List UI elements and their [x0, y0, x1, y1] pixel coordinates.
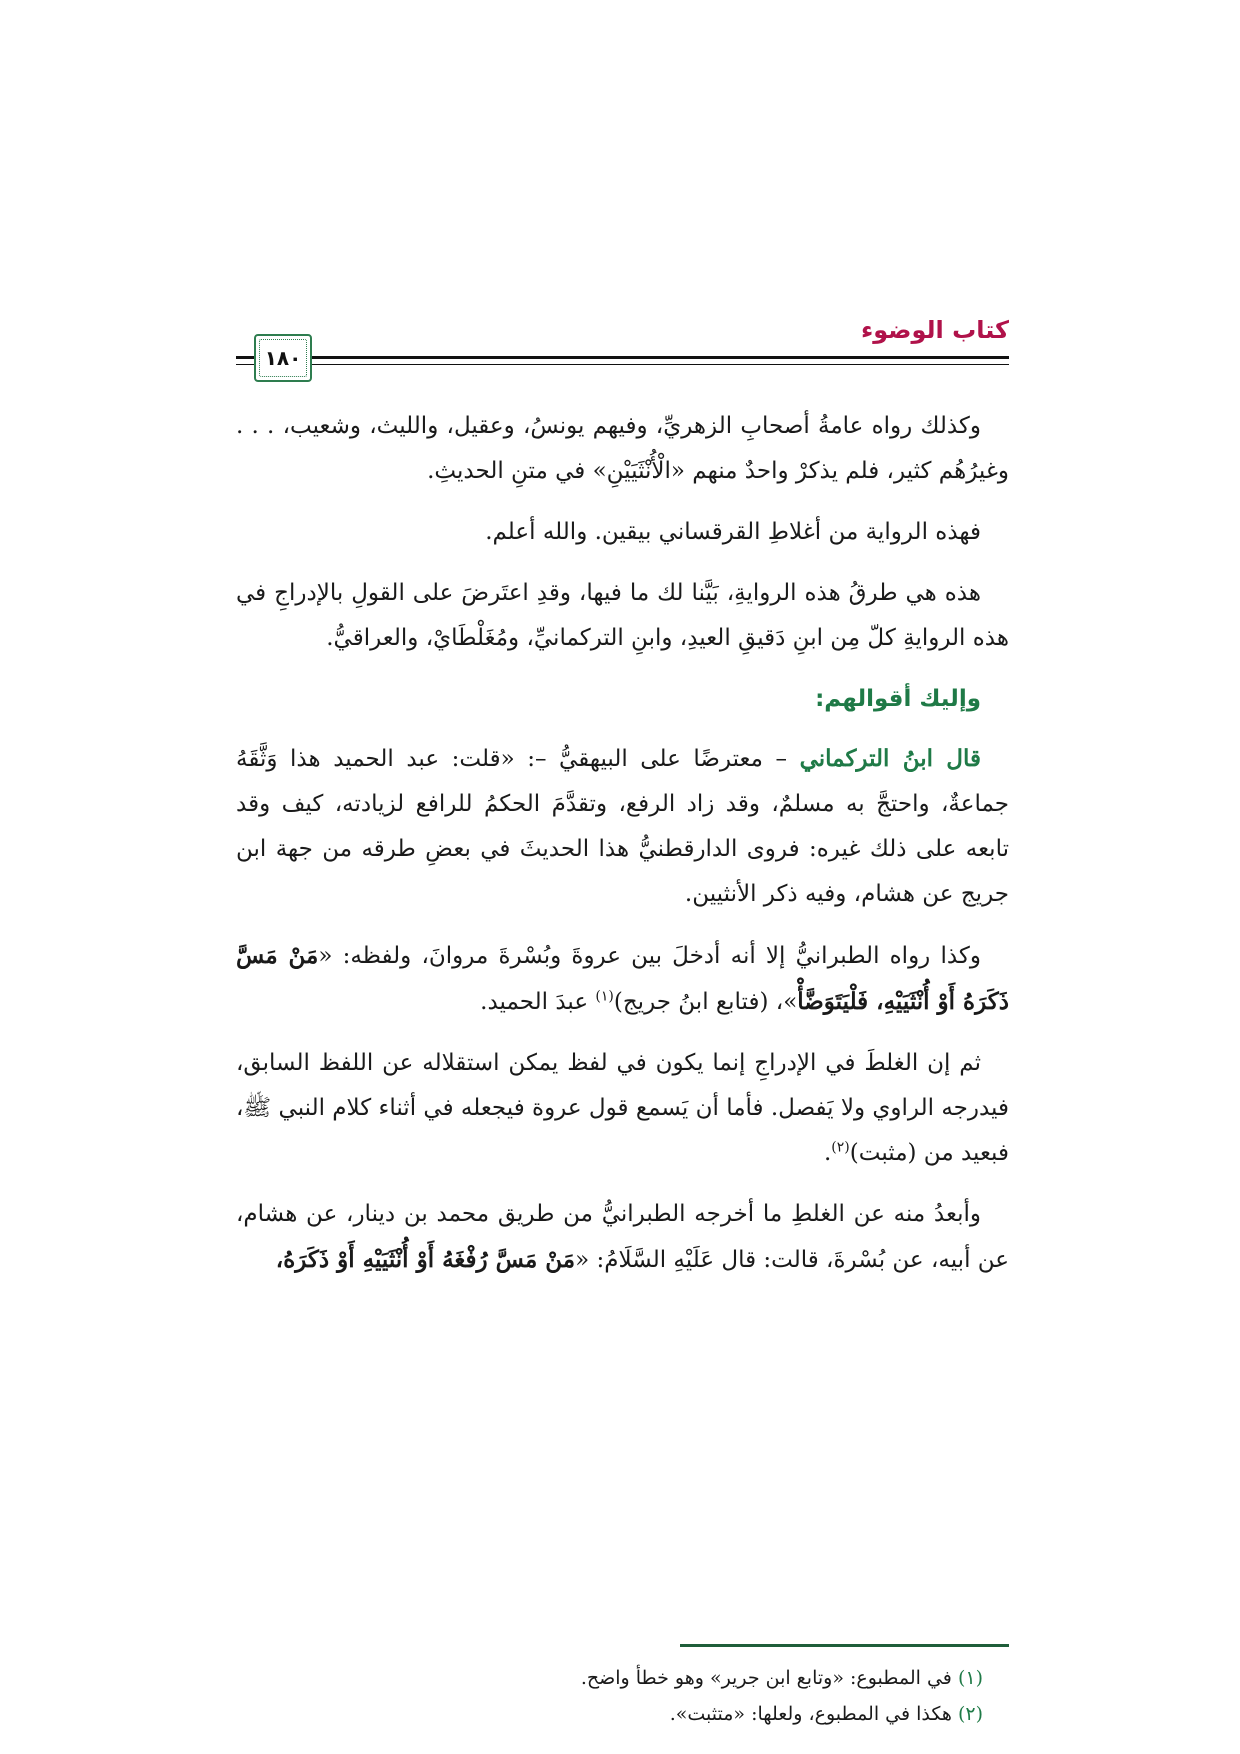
footnote-divider — [680, 1644, 1009, 1647]
page-number: ١٨٠ — [264, 346, 302, 370]
footnotes — [236, 1660, 1009, 1732]
paragraph-4-text: – معترضًا على البيهقيُّ –: «قلت: عبد الحميد هذا وَثَّقَهُ جماعةٌ، واحتجَّ به مسلمٌ، وقد زاد الرفع، وتقدَّمَ الحكمُ للرافع لزيادته، كيف وقد تابعه على ذلك غيره: فروى الدارقطنيُّ هذا الحديثَ في بعضِ طرقه من جهة ابن جريج عن هشام، وفيه ذكر الأنثيين. — [236, 746, 1009, 907]
paragraph-7 — [236, 1192, 1009, 1283]
footnote-2 — [236, 1696, 1009, 1732]
hadith-quote-2: مَنْ مَسَّ رُفْغَهُ أَوْ أُنْثَيَيْهِ أَوْ ذَكَرَهُ، — [275, 1246, 576, 1273]
paragraph-5-text-a: وكذا رواه الطبرانيُّ إلا أنه أدخلَ بين عروةَ وبُسْرةَ مروانَ، ولفظه: « — [318, 943, 981, 969]
footnote-1 — [236, 1660, 1009, 1696]
paragraph-5-text-b: »، (فتابع ابنُ جريج) — [613, 989, 798, 1015]
paragraph-4 — [236, 736, 1009, 917]
speaker-name: قال ابنُ التركماني — [799, 745, 981, 772]
paragraph-5 — [236, 933, 1009, 1025]
hadith-quote-1: مَنْ مَسَّ ذَكَرَهُ أَوْ أُنْثَيَيْهِ، فَلْيَتَوَضَّأْ — [236, 942, 1009, 1015]
section-heading: وإليك أقوالهم: — [815, 686, 981, 712]
paragraph-6 — [236, 1041, 1009, 1176]
main-text — [236, 404, 1009, 1299]
paragraph-6-text-b: . — [823, 1140, 832, 1166]
page-number-frame — [254, 334, 312, 382]
paragraph-2: فهذه الرواية من أغلاطِ القرقساني بيقين. والله أعلم. — [485, 519, 981, 545]
page-header — [236, 312, 1009, 392]
header-rule-thin — [236, 364, 1009, 365]
footnote-ref-2: (٢) — [831, 1139, 850, 1156]
footnote-2-text: هكذا في المطبوع، ولعلها: «متثبت». — [669, 1703, 958, 1725]
book-title: كتاب الوضوء — [860, 316, 1009, 344]
footnote-1-text: في المطبوع: «وتابع ابن جرير» وهو خطأ واضح. — [580, 1667, 958, 1689]
footnote-2-number: (٢) — [957, 1703, 983, 1725]
header-rule-thick — [236, 356, 1009, 359]
paragraph-7-text-a: وأبعدُ منه عن الغلطِ ما أخرجه الطبرانيُّ من طريق محمد بن دينار، عن هشام، عن أبيه، عن بُسْرةَ، قالت: قال عَلَيْهِ السَّلَامُ: « — [236, 1201, 1009, 1273]
paragraph-3: هذه هي طرقُ هذه الروايةِ، بَيَّنا لك ما فيها، وقدِ اعتَرضَ على القولِ بالإدراجِ في هذه الروايةِ كلّ مِن ابنِ دَقيقِ العيدِ، وابنِ التركمانيِّ، ومُغَلْطَايْ، والعراقيُّ. — [236, 580, 1009, 651]
paragraph-5-text-c: عبدَ الحميد. — [480, 989, 596, 1015]
paragraph-1: وكذلك رواه عامةُ أصحابِ الزهريِّ، وفيهم يونسُ، وعقيل، والليث، وشعيب، . . . وغيرُهُم كثير، فلم يذكرْ واحدٌ منهم «الْأُنْثَيَيْنِ» في متنِ الحديثِ. — [236, 413, 1009, 484]
footnote-1-number: (١) — [957, 1667, 983, 1689]
paragraph-6-text-a: ثم إن الغلطَ في الإدراجِ إنما يكون في لفظ يمكن استقلاله عن اللفظ السابق، فيدرجه الراوي ولا يَفصل. فأما أن يَسمع قول عروة فيجعله في أثناء كلام النبي ﷺ، فبعيد من (مثبت) — [236, 1050, 1009, 1166]
footnote-ref-1: (١) — [595, 988, 614, 1005]
